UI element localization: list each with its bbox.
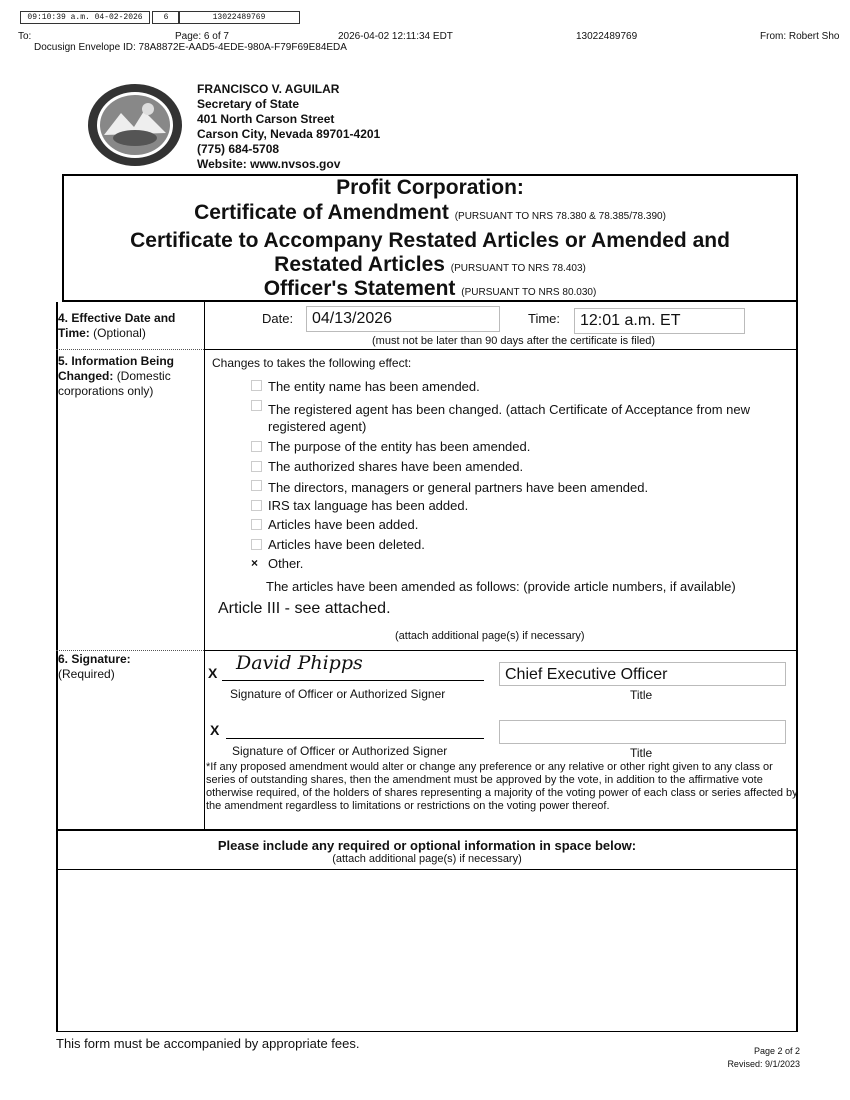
amended-prompt: The articles have been amended as follows: (provide article numbers, if available) (266, 579, 736, 594)
fax-number-box: 13022489769 (178, 11, 300, 24)
divider (56, 829, 798, 831)
title-caption-1: Title (630, 688, 653, 702)
effective-time-field[interactable]: 12:01 a.m. ET (574, 308, 745, 334)
fax-page: Page: 6 of 7 (175, 31, 229, 42)
page-number: Page 2 of 2 (753, 1046, 800, 1056)
fax-timestamp-box: 09:10:39 a.m. 04-02-2026 (20, 11, 150, 24)
section5-label: 5. Information Being Changed: (Domestic corporations only) (58, 354, 175, 398)
form-title-block (62, 174, 798, 302)
divider (204, 349, 798, 350)
office-city: Carson City, Nevada 89701-4201 (197, 127, 381, 141)
office-street: 401 North Carson Street (197, 112, 335, 126)
checkbox-authorized-shares[interactable] (251, 461, 262, 472)
checkbox-directors[interactable] (251, 480, 262, 491)
checkbox-registered-agent[interactable] (251, 400, 262, 411)
option-irs-tax: IRS tax language has been added. (268, 498, 469, 513)
option-authorized-shares: The authorized shares have been amended. (268, 459, 524, 474)
fax-number: 13022489769 (576, 31, 638, 42)
office-phone: (775) 684-5708 (197, 142, 280, 156)
section4-label: 4. Effective Date and Time: (Optional) (58, 311, 176, 340)
amended-text-field[interactable]: Article III - see attached. (218, 600, 391, 617)
signature-1[interactable]: David Phipps (236, 652, 363, 674)
fax-datetime: 2026-04-02 12:11:34 EDT (338, 31, 453, 42)
title-field-1[interactable]: Chief Executive Officer (499, 662, 786, 686)
fax-to: To: (18, 31, 32, 42)
column-divider (204, 302, 205, 829)
title-line2: Certificate of Amendment (PURSUANT TO NRS 78.380 & 78.385/78.390) (194, 201, 666, 224)
divider (204, 650, 798, 651)
checkbox-entity-name[interactable] (251, 380, 262, 391)
title-field-2[interactable] (499, 720, 786, 744)
date-note: (must not be later than 90 days after the certificate is filed) (372, 335, 656, 347)
signature-line-2[interactable] (226, 738, 484, 739)
title-line5: Officer's Statement (PURSUANT TO NRS 80.030) (263, 277, 597, 300)
option-purpose: The purpose of the entity has been amended. (268, 439, 531, 454)
office-info (197, 82, 380, 172)
office-website: Website: www.nvsos.gov (197, 157, 341, 171)
signature-x-1: X (208, 665, 218, 681)
office-title: Secretary of State (197, 97, 300, 111)
divider (56, 1031, 798, 1032)
signature-caption-1: Signature of Officer or Authorized Signer (230, 687, 446, 701)
title-line1: Profit Corporation: (336, 176, 524, 199)
fees-note: This form must be accompanied by appropriate fees. (56, 1036, 360, 1051)
option-other: Other. (268, 556, 304, 571)
footnote: *If any proposed amendment would alter or change any preference or any relative or other right given to any class or series of outstanding shares, then the amendment must be approved by the vote, in addition to the affirmative vote otherwise required, of the holders of shares representing a majority of the voting power of each class or series affected by the amendment regardless to limitations or restrictions on the voting power thereof. (206, 761, 798, 812)
nevada-seal-icon (86, 83, 184, 167)
divider (56, 869, 798, 870)
date-label: Date: (262, 311, 294, 326)
additional-note: (attach additional page(s) if necessary) (332, 853, 522, 865)
time-label: Time: (528, 311, 561, 326)
section5-intro: Changes to takes the following effect: (212, 356, 412, 370)
signature-caption-2: Signature of Officer or Authorized Signer (232, 744, 448, 758)
checkbox-other[interactable]: × (250, 556, 258, 570)
signature-line-1 (222, 680, 484, 681)
title-line3: Certificate to Accompany Restated Articles or Amended and (130, 229, 730, 252)
checkbox-purpose[interactable] (251, 441, 262, 452)
option-directors: The directors, managers or general partners have been amended. (268, 480, 649, 495)
section6-label: 6. Signature: (Required) (58, 652, 131, 681)
title-caption-2: Title (630, 746, 653, 760)
checkbox-irs-tax[interactable] (251, 500, 262, 511)
divider (56, 650, 204, 651)
option-registered-agent: The registered agent has been changed. (attach Certificate of Acceptance from new (268, 402, 751, 417)
checkbox-articles-deleted[interactable] (251, 539, 262, 550)
divider (56, 349, 204, 350)
option-entity-name: The entity name has been amended. (268, 379, 480, 394)
revised-date: Revised: 9/1/2023 (727, 1059, 800, 1069)
option-articles-added: Articles have been added. (268, 517, 419, 532)
attach-note: (attach additional page(s) if necessary) (395, 630, 585, 642)
additional-heading: Please include any required or optional information in space below: (217, 838, 637, 853)
checkbox-articles-added[interactable] (251, 519, 262, 530)
option-registered-agent-cont: registered agent) (268, 419, 367, 434)
option-articles-deleted: Articles have been deleted. (268, 537, 425, 552)
envelope-id: Docusign Envelope ID: 78A8872E-AAD5-4EDE-980A-F79F69E84EDA (34, 42, 347, 53)
office-name: FRANCISCO V. AGUILAR (197, 82, 340, 96)
fax-from: From: Robert Sho (760, 31, 840, 42)
title-line4: Restated Articles (PURSUANT TO NRS 78.403) (274, 253, 586, 276)
signature-x-2: X (210, 722, 220, 738)
effective-date-field[interactable]: 04/13/2026 (306, 306, 500, 332)
fax-page-box: 6 (152, 11, 180, 24)
